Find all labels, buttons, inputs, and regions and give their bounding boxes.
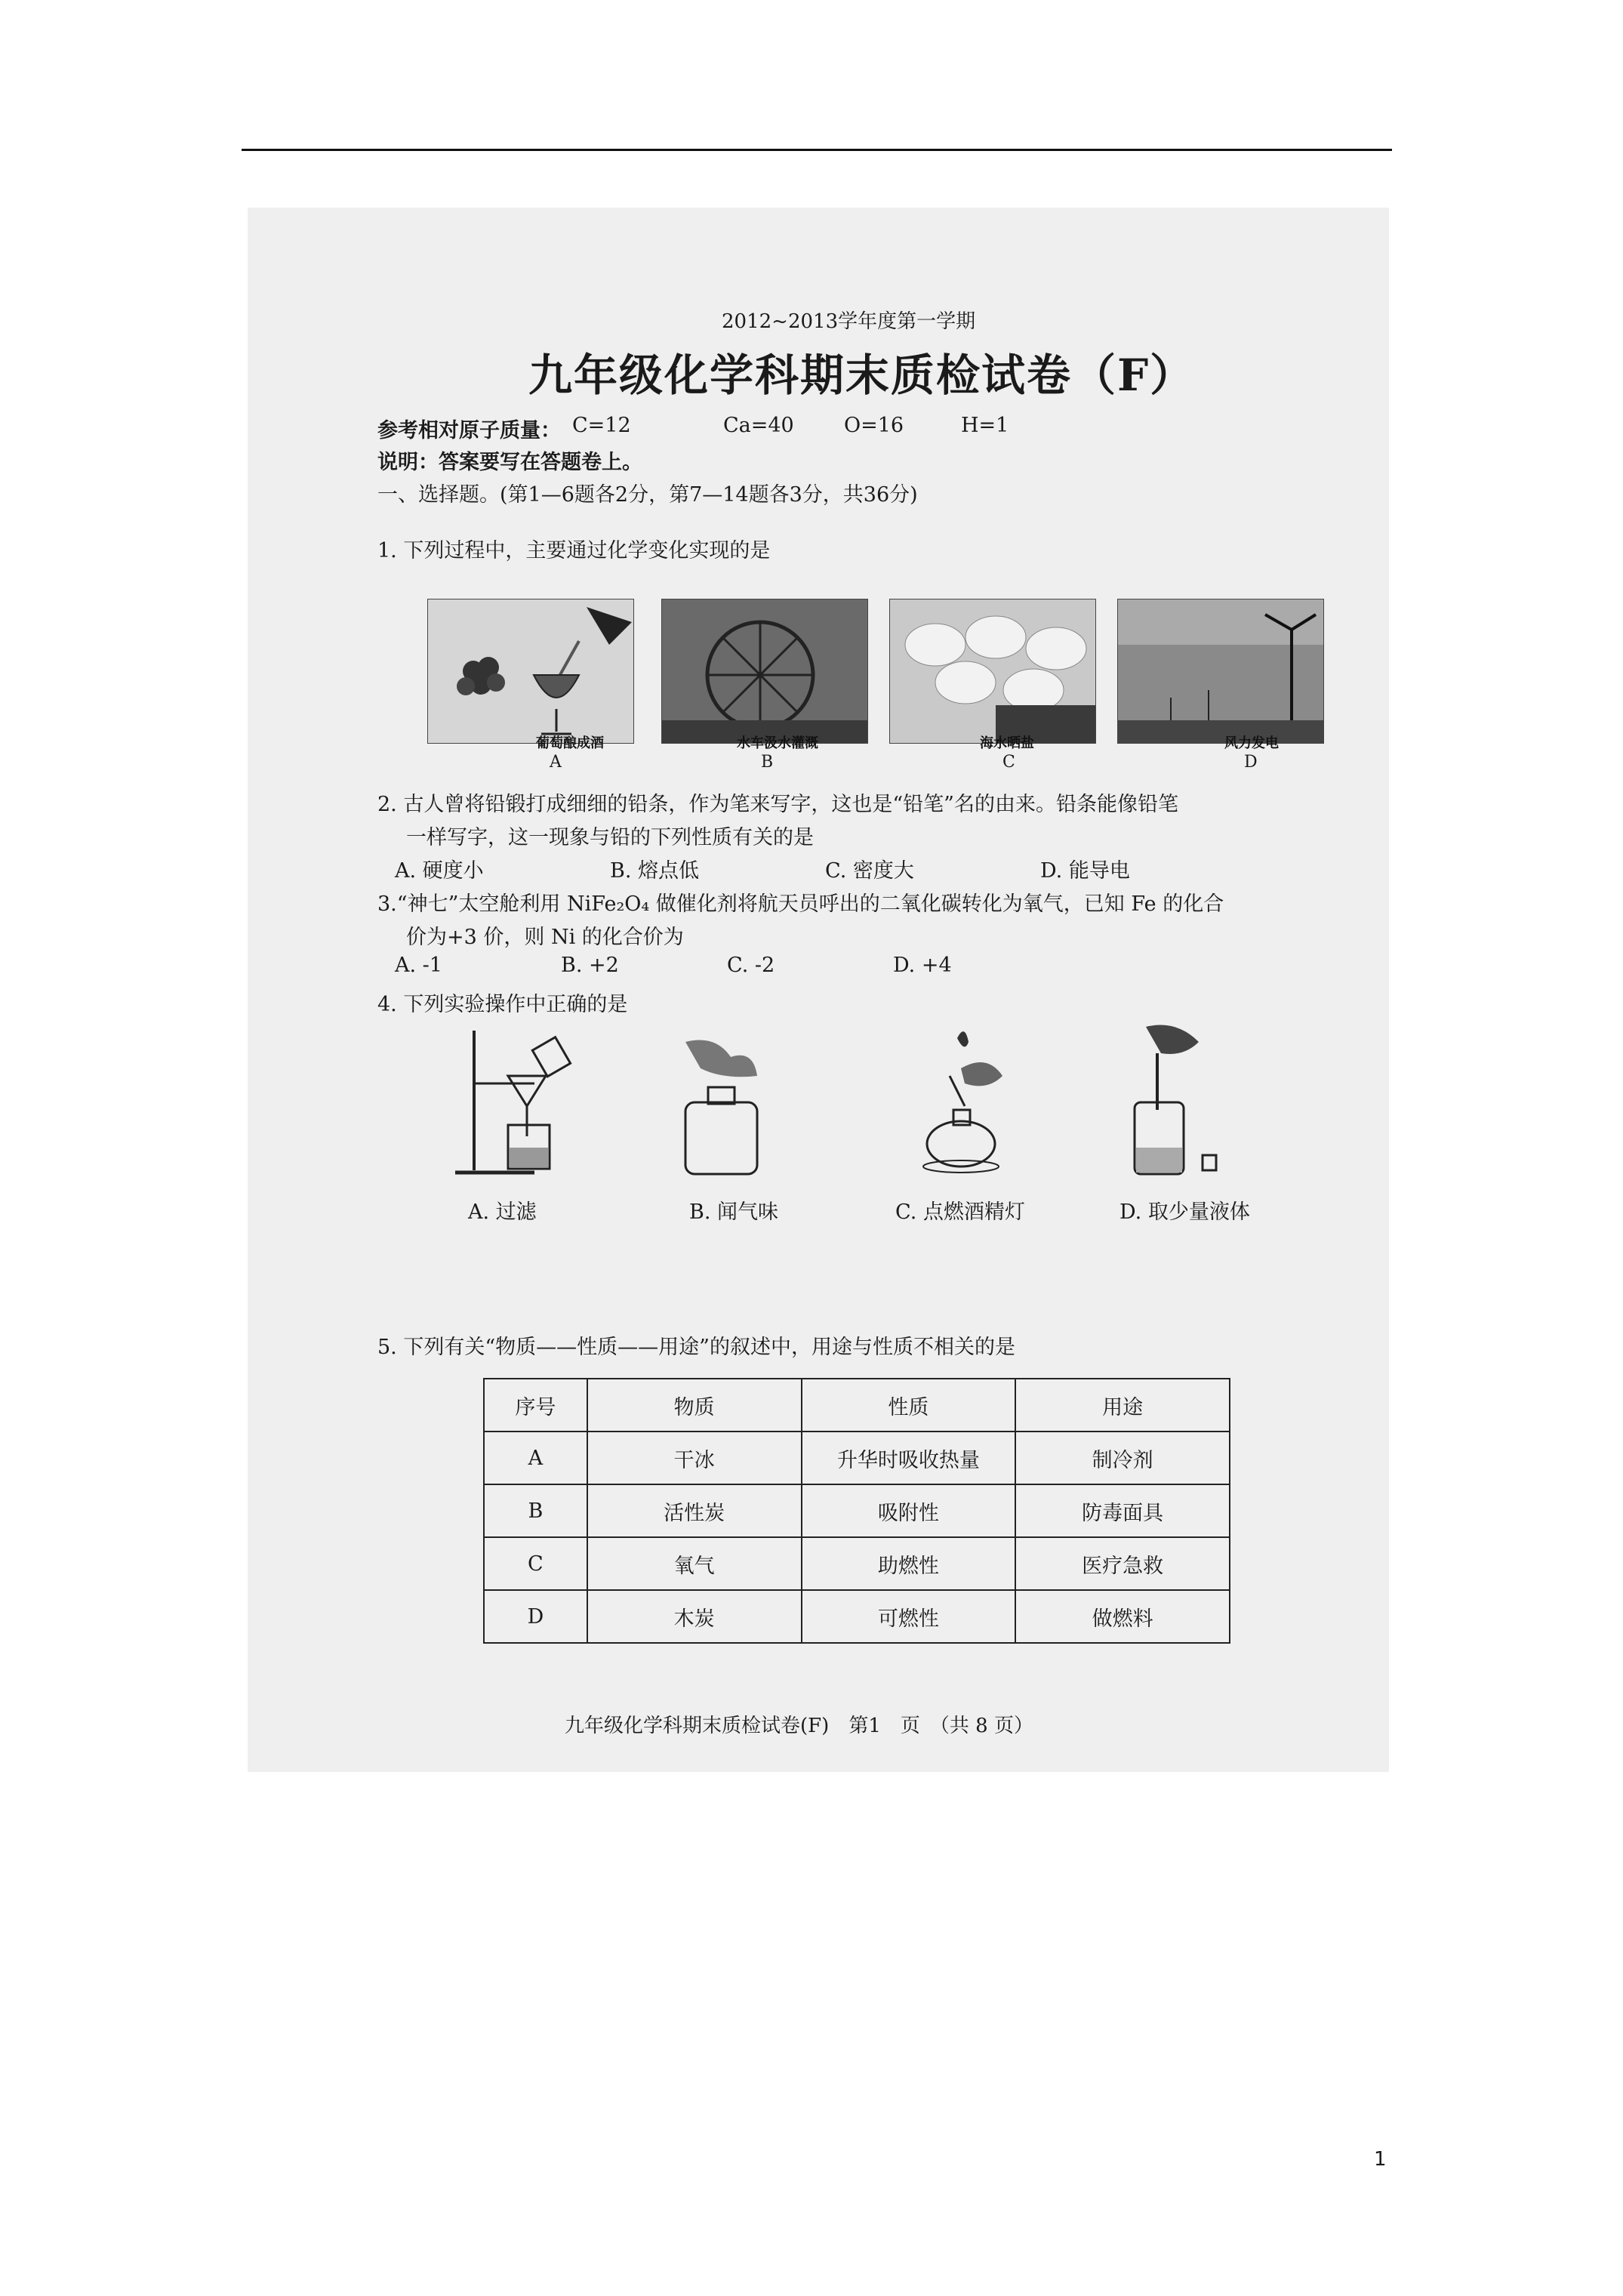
atomic-mass-o: O=16	[844, 414, 904, 437]
atomic-mass-label: 参考相对原子质量：	[377, 419, 561, 442]
table-row	[484, 1432, 1230, 1484]
table-cell: D	[484, 1590, 587, 1643]
q4-option-a: A. 过滤	[468, 1200, 537, 1224]
q4-option-b: B. 闻气味	[689, 1200, 779, 1224]
atomic-mass-ca: Ca=40	[723, 414, 794, 437]
q3-option-b: B. +2	[561, 954, 619, 977]
header-use: 用途	[1015, 1379, 1230, 1432]
exam-title: 九年级化学科期末质检试卷（F）	[528, 350, 1196, 401]
table-cell: 防毒面具	[1015, 1484, 1230, 1537]
table-cell: 可燃性	[802, 1590, 1016, 1643]
q3-stem-line2: 价为+3 价，则 Ni 的化合价为	[406, 926, 684, 949]
q2-stem-line1: 2. 古人曾将铅锻打成细细的铅条，作为笔来写字，这也是“铅笔”名的由来。铅条能像铅笔	[377, 793, 1178, 816]
instruction-note: 说明：答案要写在答题卷上。	[377, 451, 642, 474]
water-wheel-photo	[661, 599, 868, 744]
q1-caption-b: 水车汲水灌溉	[737, 735, 818, 751]
sea-salt-illustration	[890, 599, 1095, 743]
q1-caption-d: 风力发电	[1224, 735, 1279, 751]
q2-option-a: A. 硬度小	[395, 859, 484, 883]
q1-caption-c: 海水晒盐	[980, 735, 1034, 751]
q1-stem: 1. 下列过程中，主要通过化学变化实现的是	[377, 539, 771, 562]
q1-letter-c: C	[1002, 753, 1015, 772]
top-rule	[242, 149, 1392, 151]
table-cell: 活性炭	[587, 1484, 802, 1537]
table-cell: A	[484, 1432, 587, 1484]
sea-salt-photo	[889, 599, 1096, 744]
table-cell: 升华时吸收热量	[802, 1432, 1016, 1484]
q1-letter-d: D	[1244, 753, 1258, 772]
wind-power-photo	[1117, 599, 1324, 744]
smelling-gas-illustration	[670, 1034, 776, 1185]
q3-option-a: A. -1	[395, 954, 442, 977]
table-cell: 干冰	[587, 1432, 802, 1484]
table-cell: 做燃料	[1015, 1590, 1230, 1643]
q1-letter-b: B	[761, 753, 774, 772]
q3-option-d: D. +4	[893, 954, 952, 977]
scanned-exam-page	[248, 208, 1389, 1772]
page-footer: 九年级化学科期末质检试卷(F) 第1 页 （共 8 页）	[565, 1715, 1033, 1737]
school-year: 2012~2013学年度第一学期	[722, 310, 976, 333]
q1-caption-a: 葡萄酿成酒	[536, 735, 604, 751]
q3-stem-line1: 3.“神七”太空舱利用 NiFe₂O₄ 做催化剂将航天员呼出的二氧化碳转化为氧气，已知 Fe 的化合	[377, 892, 1224, 916]
section-heading: 一、选择题。(第1—6题各2分，第7—14题各3分，共36分)	[377, 483, 918, 507]
table-cell: C	[484, 1537, 587, 1590]
table-row	[484, 1484, 1230, 1537]
filtration-apparatus-illustration	[451, 1023, 587, 1182]
grape-wine-photo	[427, 599, 634, 744]
q2-option-c: C. 密度大	[825, 859, 914, 883]
alcohol-lamp-illustration	[904, 1023, 1025, 1182]
atomic-mass-c: C=12	[572, 414, 631, 437]
table-cell: 医疗急救	[1015, 1537, 1230, 1590]
property-table	[483, 1378, 1230, 1644]
q2-option-d: D. 能导电	[1040, 859, 1130, 883]
table-cell: 木炭	[587, 1590, 802, 1643]
table-header-row	[484, 1379, 1230, 1432]
q4-option-d: D. 取少量液体	[1119, 1200, 1250, 1224]
wind-turbine-illustration	[1118, 599, 1323, 743]
q2-option-b: B. 熔点低	[610, 859, 700, 883]
atomic-mass-h: H=1	[961, 414, 1009, 437]
grape-wine-illustration	[428, 599, 633, 743]
q4-option-c: C. 点燃酒精灯	[895, 1200, 1025, 1224]
table-cell: 吸附性	[802, 1484, 1016, 1537]
table-cell: B	[484, 1484, 587, 1537]
table-cell: 制冷剂	[1015, 1432, 1230, 1484]
q4-stem: 4. 下列实验操作中正确的是	[377, 993, 628, 1016]
header-index: 序号	[484, 1379, 587, 1432]
page-number: 1	[1374, 2148, 1387, 2171]
table-row	[484, 1590, 1230, 1643]
header-property: 性质	[802, 1379, 1016, 1432]
q1-letter-a: A	[550, 753, 562, 772]
q3-option-c: C. -2	[727, 954, 775, 977]
table-cell: 助燃性	[802, 1537, 1016, 1590]
water-wheel-illustration	[662, 599, 867, 743]
table-row	[484, 1537, 1230, 1590]
q5-stem: 5. 下列有关“物质——性质——用途”的叙述中，用途与性质不相关的是	[377, 1336, 1015, 1359]
table-cell: 氧气	[587, 1537, 802, 1590]
header-substance: 物质	[587, 1379, 802, 1432]
q2-stem-line2: 一样写字，这一现象与铅的下列性质有关的是	[406, 826, 814, 849]
dropper-liquid-illustration	[1116, 1019, 1229, 1185]
